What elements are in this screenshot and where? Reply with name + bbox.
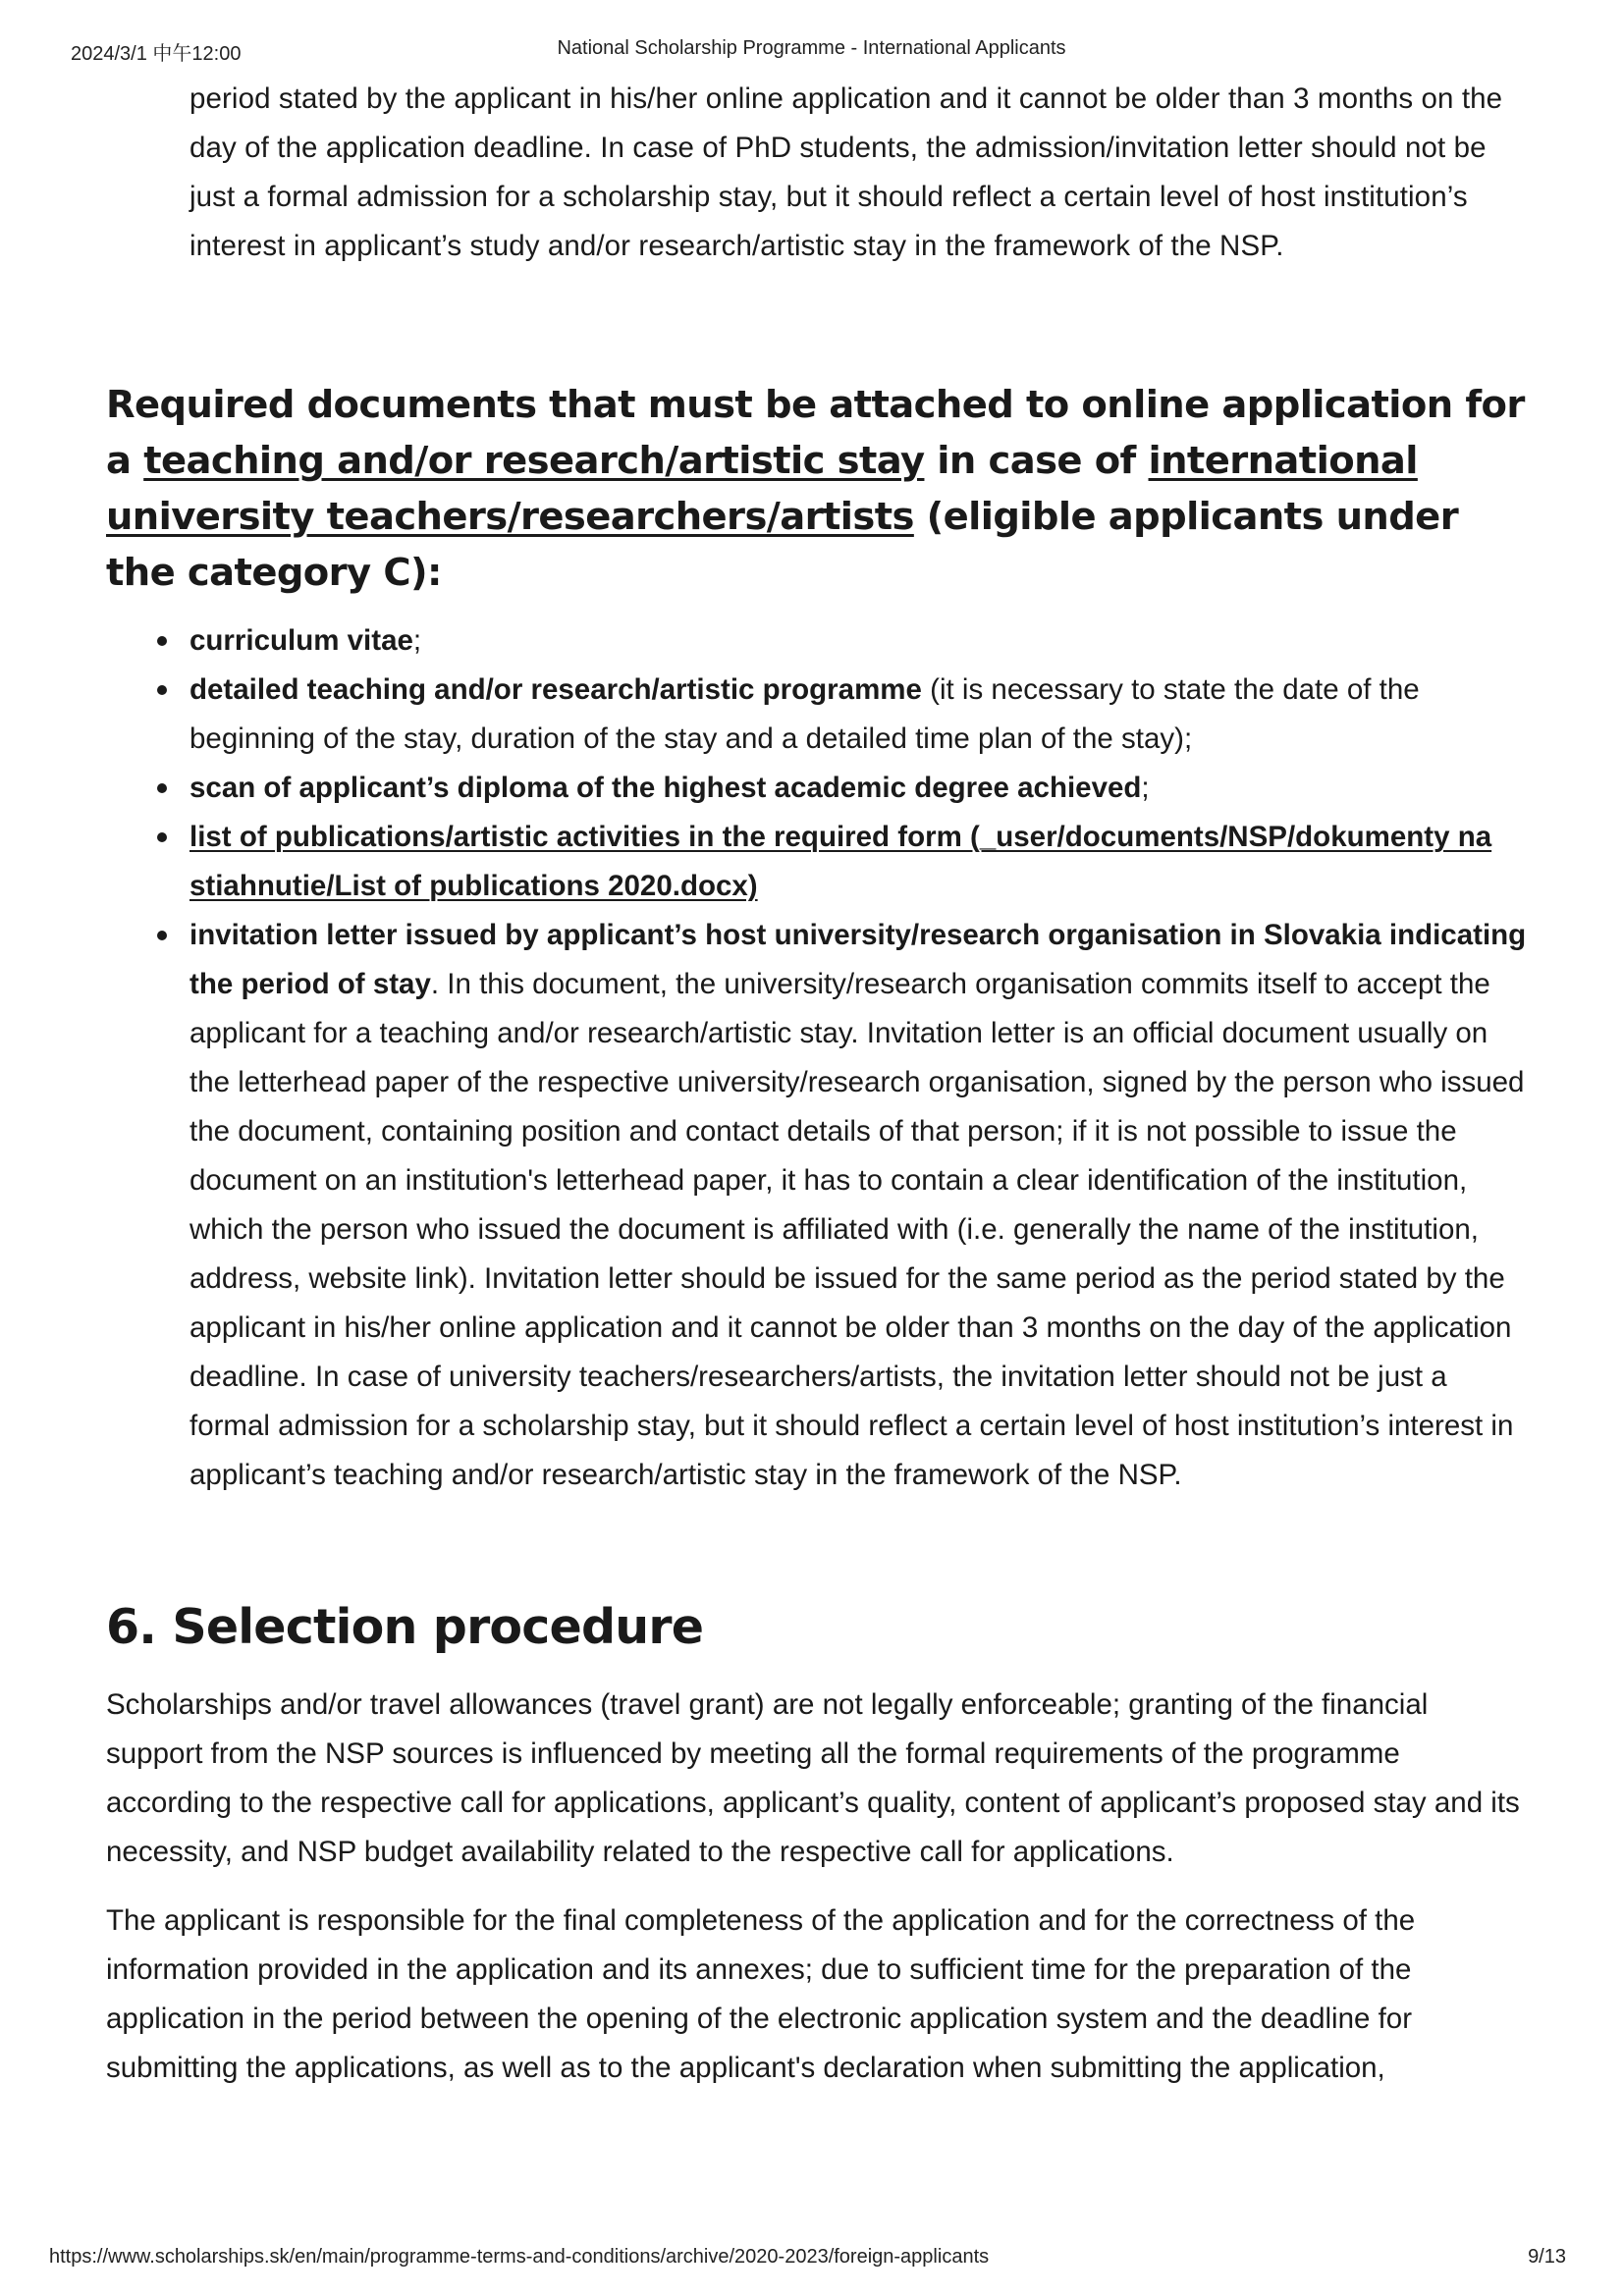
publications-form-link[interactable]: list of publications/artistic activities in the required form (_user/documents/NSP/dokumenty na stiahnutie/List of publications 2020.docx): [189, 821, 1492, 902]
item-text: . In this document, the university/research organisation commits itself to accept the applicant for a teaching and/or research/artistic stay. Invitation letter is an official document usually on the letterhead paper of the respective university/research organisation, signed by the person who issued the document, containing position and contact details of that person; if it is not possible to issue the document on an institution's letterhead paper, it has to contain a clear identification of the institution, which the person who issued the document is affiliated with (i.e. generally the name of the institution, address, website link). Invitation letter should be issued for the same period as the period stated by the applicant in his/her online application and it cannot be older than 3 months on the day of the application deadline. In case of university teachers/researchers/artists, the invitation letter should not be just a formal admission for a scholarship stay, but it should reflect a certain level of host institution’s interest in applicant’s teaching and/or research/artistic stay in the framework of the NSP.: [189, 968, 1525, 1491]
required-documents-heading: [106, 377, 1530, 601]
print-page-number: 9/13: [1528, 2246, 1566, 2268]
bullet-icon: [157, 783, 167, 793]
list-item: [106, 764, 1530, 813]
item-text: ;: [1141, 772, 1150, 804]
intro-paragraph: period stated by the applicant in his/her online application and it cannot be older than 3 months on the day of the application deadline. In case of PhD students, the admission/invitation letter should not be just a formal admission for a scholarship stay, but it should reflect a certain level of host institution’s interest in applicant’s study and/or research/artistic stay in the framework of the NSP.: [189, 82, 1503, 262]
bullet-icon: [157, 832, 167, 842]
selection-procedure-heading: 6. Selection procedure: [106, 1599, 704, 1655]
item-title: curriculum vitae: [189, 624, 413, 657]
bullet-icon: [157, 931, 167, 940]
heading-part-1: Required documents that must be attached to online application for a: [106, 383, 1525, 483]
item-title: detailed teaching and/or research/artistic programme: [189, 673, 922, 706]
item-title: scan of applicant’s diploma of the highest academic degree achieved: [189, 772, 1142, 804]
item-text: (it is necessary to state the date of the beginning of the stay, duration of the stay and a detailed time plan of the stay);: [189, 673, 1420, 755]
bullet-icon: [157, 636, 167, 646]
list-item: [106, 813, 1530, 911]
list-item: [106, 616, 1530, 666]
item-title: invitation letter issued by applicant’s host university/research organisation in Slovakia indicating the period of stay: [189, 919, 1527, 1000]
heading-link-teaching-stay[interactable]: teaching and/or research/artistic stay: [143, 439, 925, 483]
page-content: [106, 75, 1530, 2112]
print-page-title: National Scholarship Programme - International Applicants: [557, 37, 1066, 59]
selection-paragraph-1: Scholarships and/or travel allowances (travel grant) are not legally enforceable; granting of the financial support from the NSP sources is influenced by meeting all the formal requirements of the programme according to the respective call for applications, applicant’s quality, content of applicant’s proposed stay and its necessity, and NSP budget availability related to the respective call for applications.: [106, 1688, 1520, 1868]
heading-link-international-teachers[interactable]: international university teachers/researchers/artists: [106, 439, 1418, 539]
heading-part-2: in case of: [924, 439, 1149, 483]
list-item: [106, 666, 1530, 764]
required-documents-list: [106, 616, 1530, 1500]
selection-paragraph-2: The applicant is responsible for the final completeness of the application and for the correctness of the information provided in the application and its annexes; due to sufficient time for the preparation of the application in the period between the opening of the electronic application system and the deadline for submitting the applications, as well as to the applicant's declaration when submitting the application,: [106, 1904, 1416, 2084]
print-footer-url: https://www.scholarships.sk/en/main/programme-terms-and-conditions/archive/2020-2023/foreign-applicants: [49, 2246, 990, 2268]
item-text: ;: [412, 624, 422, 657]
list-item: [106, 911, 1530, 1500]
print-date: 2024/3/1 中午12:00: [71, 43, 242, 65]
heading-part-3: (eligible applicants under the category C):: [106, 495, 1459, 595]
bullet-icon: [157, 685, 167, 695]
